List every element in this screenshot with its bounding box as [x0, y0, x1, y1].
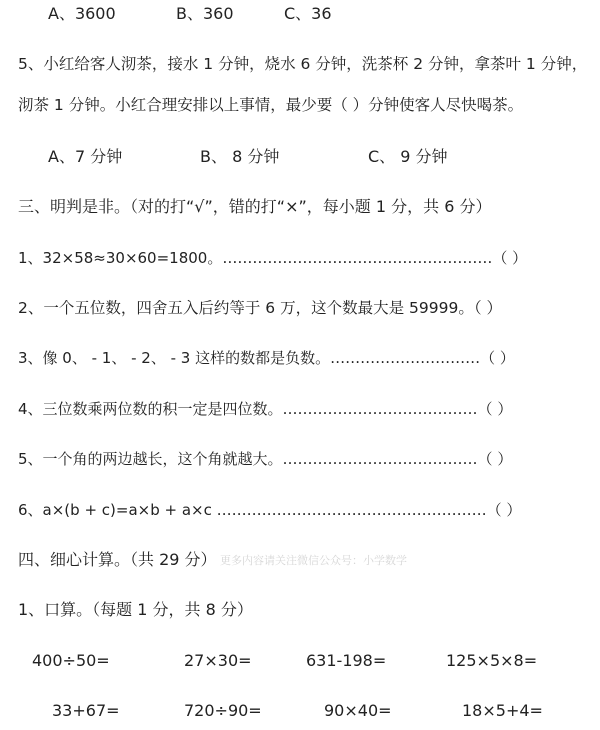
- judge-item-6: 6、a×(b + c)=a×b + a×c ………………………………………………（ ）: [18, 501, 522, 519]
- judge-item-4: 4、三位数乘两位数的积一定是四位数。…………………………………（ ）: [18, 400, 513, 418]
- judge-item-5: 5、一个角的两边越长，这个角就越大。…………………………………（ ）: [18, 450, 513, 468]
- q5-option-b: B、 8 分钟: [200, 147, 280, 166]
- watermark-text: 更多内容请关注微信公众号：小学数学: [220, 554, 407, 567]
- judge-item-3: 3、像 0、 - 1、 - 2、 - 3 这样的数都是负数。…………………………（ ）: [18, 349, 515, 367]
- section4-sub1-heading: 1、口算。（每题 1 分，共 8 分）: [18, 600, 253, 619]
- judge-item-2: 2、一个五位数，四舍五入后约等于 6 万，这个数最大是 59999。（ ）: [18, 299, 502, 317]
- calc-r1-c1: 400÷50=: [32, 651, 110, 670]
- q5-text-line1: 5、小红给客人沏茶，接水 1 分钟，烧水 6 分钟，洗茶杯 2 分钟，拿茶叶 1 分钟，: [18, 55, 588, 73]
- calc-r2-c2: 720÷90=: [184, 701, 262, 720]
- calc-r2-c3: 90×40=: [324, 701, 392, 720]
- section3-heading: 三、明判是非。（对的打“√”，错的打“×”，每小题 1 分，共 6 分）: [18, 197, 492, 216]
- q4-option-b: B、360: [176, 4, 234, 23]
- judge-item-1: 1、32×58≈30×60=1800。………………………………………………（ ）: [18, 249, 528, 267]
- section4-heading: 四、细心计算。（共 29 分）: [18, 550, 217, 569]
- calc-r1-c2: 27×30=: [184, 651, 252, 670]
- calc-r1-c3: 631-198=: [306, 651, 387, 670]
- q5-text-line2: 沏茶 1 分钟。小红合理安排以上事情，最少要（ ）分钟使客人尽快喝茶。: [18, 96, 524, 114]
- q5-option-a: A、7 分钟: [48, 147, 123, 166]
- q5-option-c: C、 9 分钟: [368, 147, 448, 166]
- calc-r2-c1: 33+67=: [52, 701, 120, 720]
- q4-option-c: C、36: [284, 4, 332, 23]
- calc-r1-c4: 125×5×8=: [446, 651, 538, 670]
- calc-r2-c4: 18×5+4=: [462, 701, 543, 720]
- q4-option-a: A、3600: [48, 4, 116, 23]
